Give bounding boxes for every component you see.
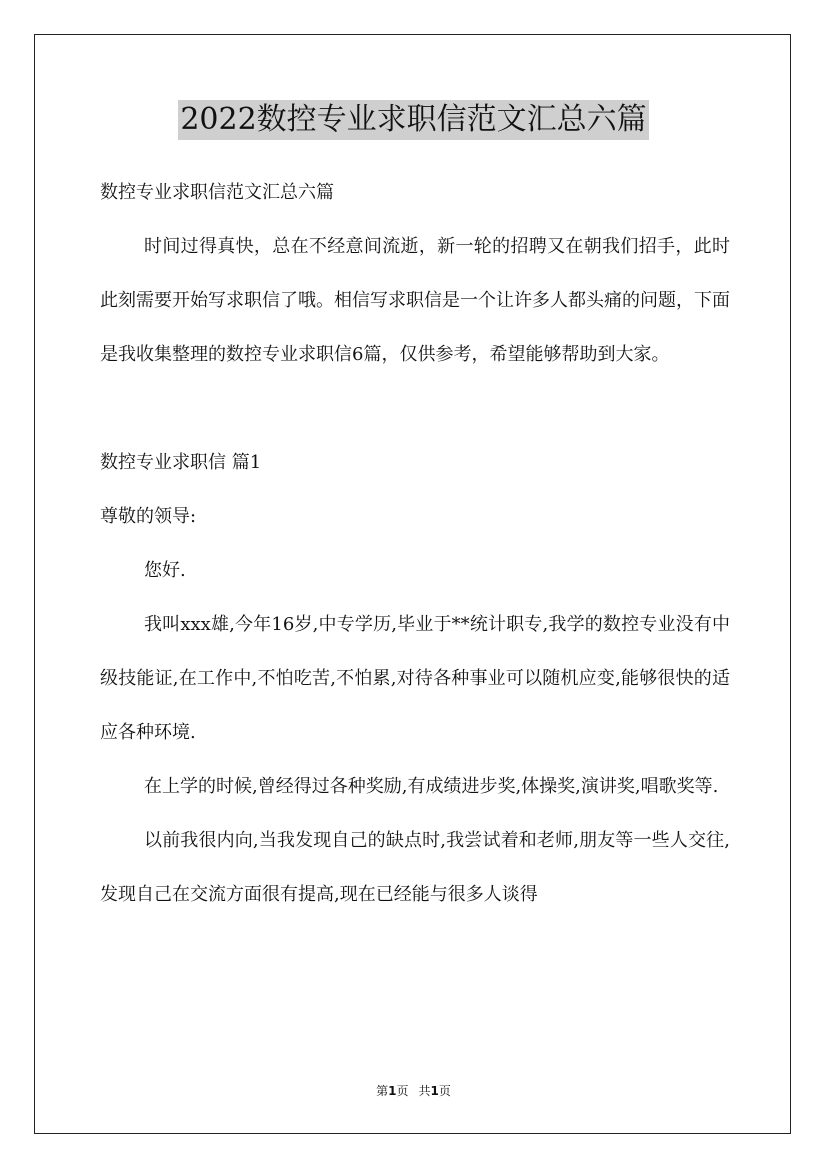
body-paragraph: 以前我很内向,当我发现自己的缺点时,我尝试着和老师,朋友等一些人交往,发现自己在交流方面很有提高,现在已经能与很多人谈得 [100,830,730,905]
document-body [100,166,730,922]
document-title: 2022数控专业求职信范文汇总六篇 [178,100,648,140]
body-paragraph: 我叫xxx雄,今年16岁,中专学历,毕业于**统计职专,我学的数控专业没有中级技能证,在工作中,不怕吃苦,不怕累,对待各种事业可以随机应变,能够很快的适应各种环境. [100,614,730,743]
body-paragraph: 在上学的时候,曾经得过各种奖励,有成绩进步奖,体操奖,演讲奖,唱歌奖等. [144,776,719,797]
paragraph-spacer [100,382,730,436]
page-footer [0,1082,827,1099]
intro-paragraph: 时间过得真快，总在不经意间流逝，新一轮的招聘又在朝我们招手，此时此刻需要开始写求职信了哦。相信写求职信是一个让许多人都头痛的问题，下面是我收集整理的数控专业求职信6篇，仅供参考，希望能够帮助到大家。 [100,236,730,365]
section-heading: 数控专业求职信 篇1 [100,452,262,473]
page-number: 1 [388,1084,397,1098]
total-label-prefix: 共 [418,1084,431,1098]
document-subtitle: 数控专业求职信范文汇总六篇 [100,182,334,203]
salutation: 尊敬的领导: [100,506,197,527]
page-label-prefix: 第 [376,1084,389,1098]
total-pages: 1 [430,1084,439,1098]
total-label-suffix: 页 [438,1084,451,1098]
page-label-suffix: 页 [396,1084,409,1098]
title-container [0,100,827,140]
greeting: 您好. [144,560,186,581]
